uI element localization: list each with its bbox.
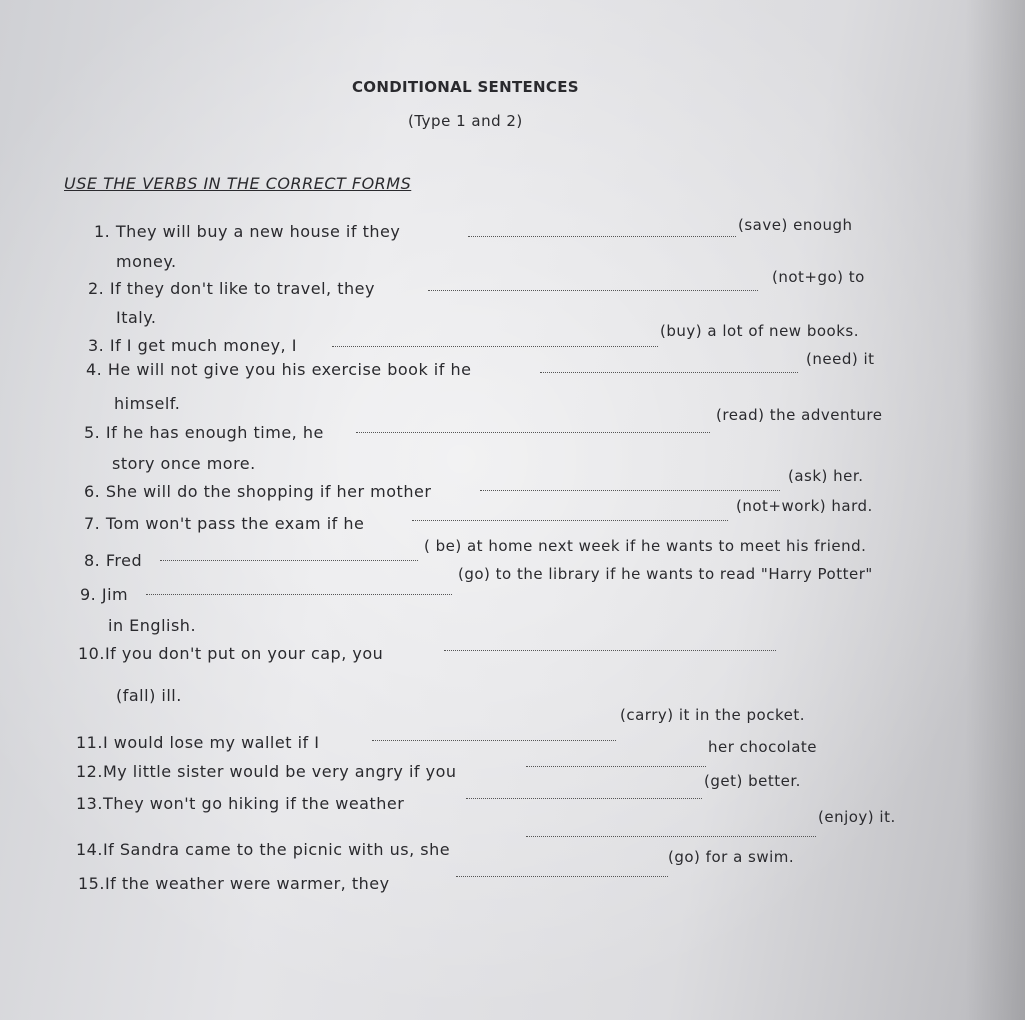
item-5-blank[interactable] [356, 432, 710, 433]
item-14-blank[interactable] [526, 836, 816, 837]
item-8-blank[interactable] [160, 560, 418, 561]
item-9-continuation: in English. [108, 616, 197, 635]
page-shadow [965, 0, 1025, 1020]
item-1-hint: (save) enough [738, 216, 853, 234]
item-11-blank[interactable] [372, 740, 616, 741]
item-5-continuation: story once more. [112, 454, 256, 473]
item-13-hint: (get) better. [704, 772, 801, 790]
item-10-continuation: (fall) ill. [116, 686, 182, 705]
item-2-hint: (not+go) to [772, 268, 865, 286]
item-2-blank[interactable] [428, 290, 758, 291]
item-2-continuation: Italy. [116, 308, 157, 327]
item-14-start: 14.If Sandra came to the picnic with us, she [76, 840, 451, 859]
item-4-start: 4. He will not give you his exercise book if he [86, 360, 472, 379]
item-13-start: 13.They won't go hiking if the weather [76, 794, 405, 813]
item-12-start: 12.My little sister would be very angry if you [76, 762, 457, 781]
item-3-blank[interactable] [332, 346, 658, 347]
item-9-hint: (go) to the library if he wants to read "Harry Potter" [458, 565, 873, 583]
worksheet-title: CONDITIONAL SENTENCES [352, 78, 579, 96]
item-2-start: 2. If they don't like to travel, they [88, 279, 375, 298]
item-1-continuation: money. [116, 252, 177, 271]
item-13-blank[interactable] [466, 798, 702, 799]
item-1-blank[interactable] [468, 236, 736, 237]
item-14-hint: (enjoy) it. [818, 808, 896, 826]
item-7-blank[interactable] [412, 520, 728, 521]
item-4-blank[interactable] [540, 372, 798, 373]
item-4-continuation: himself. [114, 394, 181, 413]
item-3-start: 3. If I get much money, I [88, 336, 297, 355]
item-10-start: 10.If you don't put on your cap, you [78, 644, 384, 663]
item-11-hint: (carry) it in the pocket. [620, 706, 805, 724]
item-12-hint: her chocolate [708, 738, 817, 756]
item-7-hint: (not+work) hard. [736, 497, 873, 515]
worksheet-subtitle: (Type 1 and 2) [408, 112, 523, 130]
item-3-hint: (buy) a lot of new books. [660, 322, 859, 340]
item-9-blank[interactable] [146, 594, 452, 595]
instruction-heading: USE THE VERBS IN THE CORRECT FORMS [64, 174, 412, 193]
item-15-blank[interactable] [456, 876, 668, 877]
item-15-hint: (go) for a swim. [668, 848, 795, 866]
item-8-start: 8. Fred [84, 551, 143, 570]
item-6-blank[interactable] [480, 490, 780, 491]
item-5-hint: (read) the adventure [716, 406, 883, 424]
item-10-blank[interactable] [444, 650, 776, 651]
item-9-start: 9. Jim [80, 585, 129, 604]
item-12-blank[interactable] [526, 766, 706, 767]
item-5-start: 5. If he has enough time, he [84, 423, 324, 442]
item-6-start: 6. She will do the shopping if her mother [84, 482, 432, 501]
item-11-start: 11.I would lose my wallet if I [76, 733, 320, 752]
item-4-hint: (need) it [806, 350, 875, 368]
item-15-start: 15.If the weather were warmer, they [78, 874, 390, 893]
item-6-hint: (ask) her. [788, 467, 864, 485]
item-8-hint: ( be) at home next week if he wants to meet his friend. [424, 537, 867, 555]
item-1-start: 1. They will buy a new house if they [94, 222, 401, 241]
item-7-start: 7. Tom won't pass the exam if he [84, 514, 365, 533]
